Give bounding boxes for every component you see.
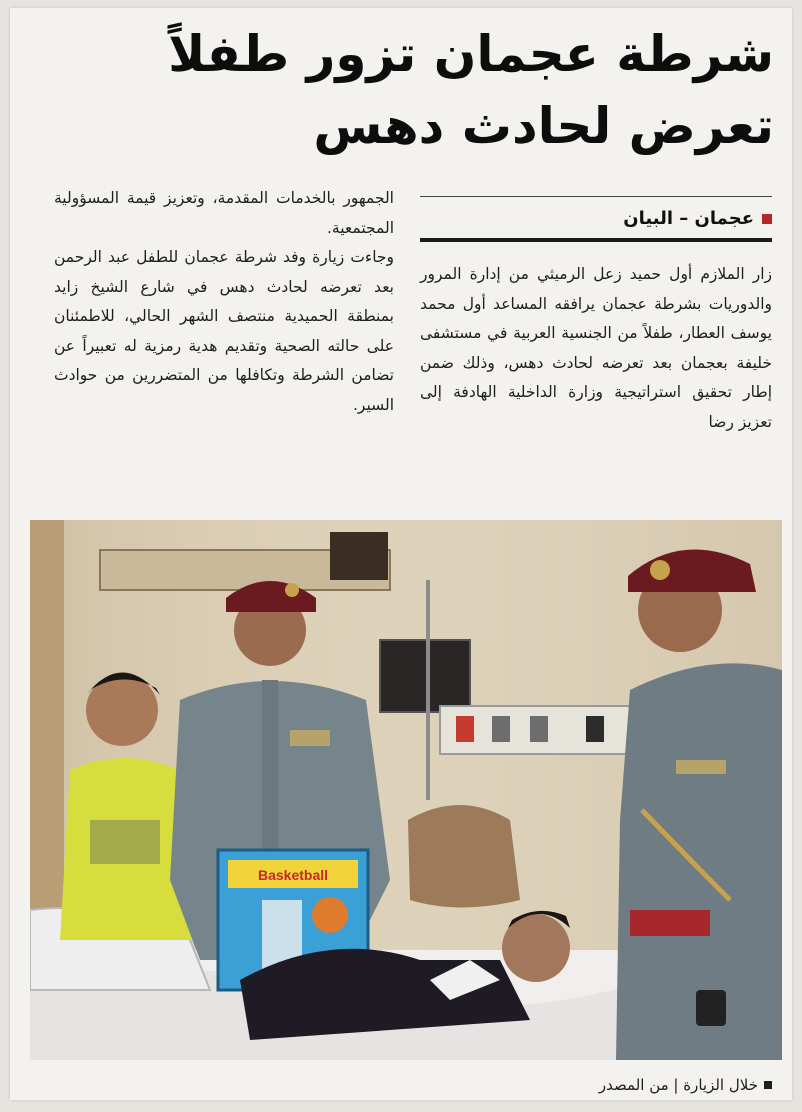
article-photo [30, 520, 782, 1060]
byline-text: عجمان – البيان [623, 208, 754, 229]
byline-square-icon [762, 214, 772, 224]
caption-text: خلال الزيارة | من المصدر [598, 1076, 758, 1094]
byline [420, 208, 772, 229]
byline-rule-top [420, 196, 772, 197]
article-column-left [54, 184, 394, 420]
photo-caption [599, 1076, 772, 1094]
gift-box-label: Basketball [257, 867, 329, 883]
caption-square-icon [764, 1081, 772, 1089]
paragraph: زار الملازم أول حميد زعل الرميثي من إدارة المرور والدوريات بشرطة عجمان يرافقه المساعد أول محمد يوسف العطار، طفلاً من الجنسية العربية في مستشفى خليفة بعجمان بعد تعرضه لحادث دهس، وذلك ضمن إطار تحقيق استراتيجية وزارة الداخلية الهادفة إلى تعزيز رضا [420, 265, 772, 431]
headline: شرطة عجمان تزور طفلاً تعرض لحادث دهس [168, 25, 774, 155]
article-column-right [420, 260, 772, 437]
paragraph: وجاءت زيارة وفد شرطة عجمان للطفل عبد الرحمن بعد تعرضه لحادث دهس في شارع الشيخ زايد بمنطقة الحميدية منتصف الشهر الحالي، للاطمئنان على حالته الصحية وتقديم هدية رمزية له تعبيراً عن تضامن الشرطة وتكافلها من المتضررين من حوادث السير. [54, 248, 394, 414]
paragraph: الجمهور بالخدمات المقدمة، وتعزيز قيمة المسؤولية المجتمعية. [54, 189, 394, 237]
byline-rule-bottom [420, 238, 772, 242]
